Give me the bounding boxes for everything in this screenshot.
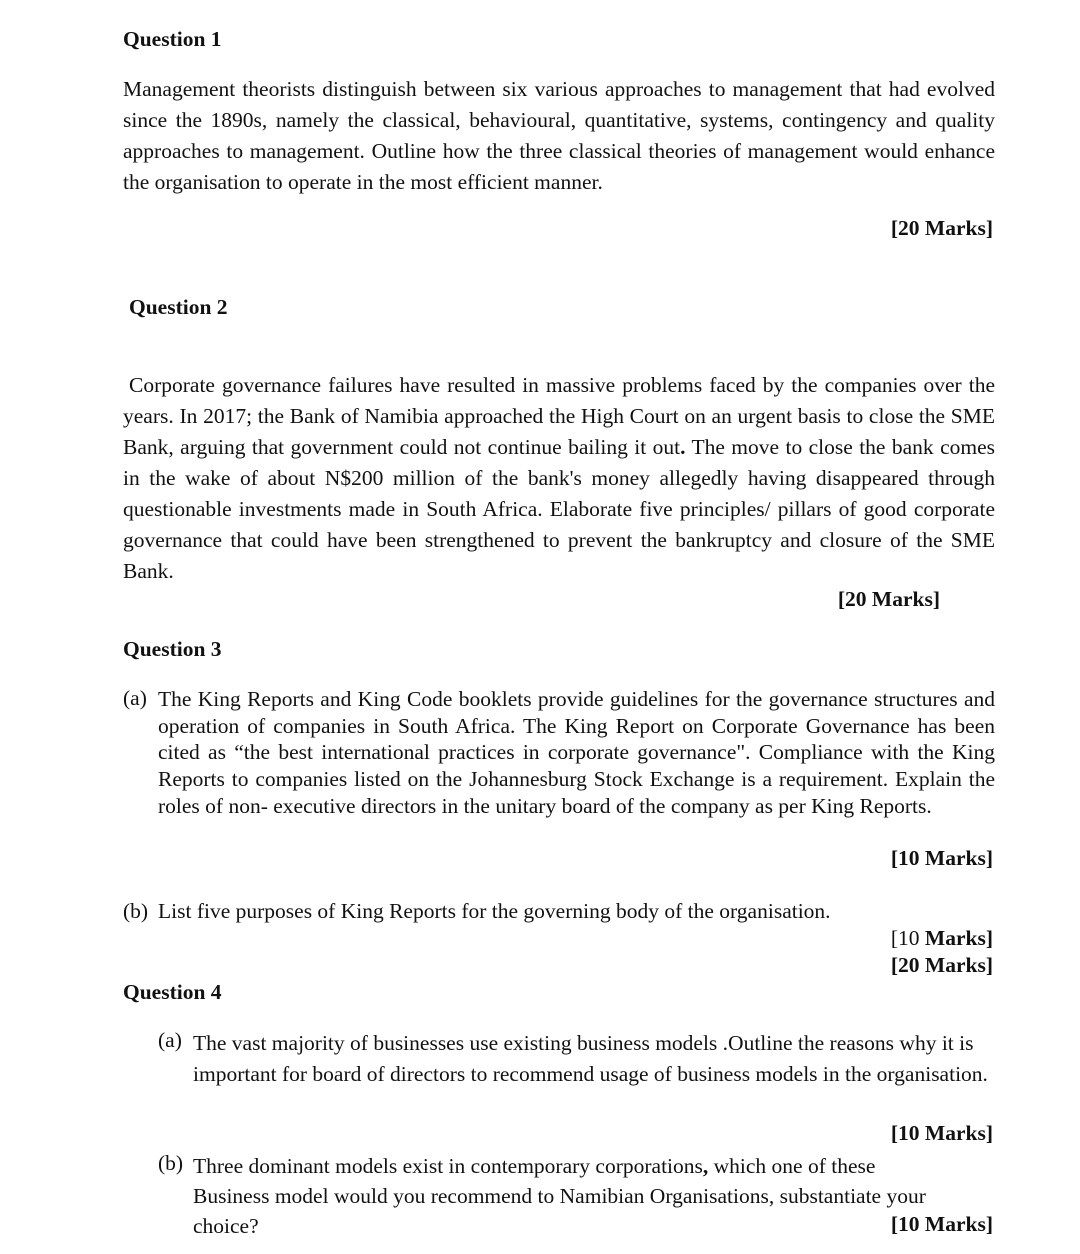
question-2-body-dot: . bbox=[680, 435, 686, 459]
question-2-body-start: Corporate governance failures have resulted in massive problems faced by the companies over the years. In 2017; the Bank of Namibia approached the High Court on an urgent basis to close the SME Bank, arguing that government could not continue bailing it out bbox=[123, 373, 995, 459]
question-2-marks: [20 Marks] bbox=[837, 587, 940, 611]
question-3a-marks: [10 Marks] bbox=[890, 846, 993, 870]
question-4-heading: Question 4 bbox=[123, 980, 222, 1004]
question-3b-marks bbox=[891, 926, 993, 951]
question-4a-marks: [10 Marks] bbox=[890, 1121, 993, 1145]
question-4b-line-1 bbox=[193, 1151, 995, 1181]
question-4a-text: The vast majority of businesses use existing business models .Outline the reasons why it is important for board of directors to recommend usage of business models in the organisation. bbox=[193, 1031, 988, 1086]
question-4b-text-1: Three dominant models exist in contemporary corporations bbox=[193, 1154, 703, 1178]
question-1-marks: [20 Marks] bbox=[890, 216, 993, 240]
question-1-body: Management theorists distinguish between six various approaches to management that had evolved since the 1890s, namely the classical, behavioural, quantitative, systems, contingency and quality approaches to management. Outline how the three classical theories of management would enhance the organisation to operate in the most efficient manner. bbox=[123, 77, 995, 194]
question-4a-label: (a) bbox=[158, 1028, 182, 1052]
question-4b-text bbox=[193, 1151, 995, 1241]
question-4b-text-2: which one of these bbox=[708, 1154, 876, 1178]
question-2-body-end: The move to close the bank comes in the wake of about N$200 million of the bank's money allegedly having disappeared through questionable investments made in South Africa. Elaborate five principles/ pillars of good corporate governance that could have been strengthened to prevent the bankruptcy and closure of the SME Bank. bbox=[123, 435, 996, 583]
question-2-body bbox=[123, 370, 995, 587]
question-3b bbox=[123, 899, 923, 924]
question-3b-text: List five purposes of King Reports for the governing body of the organisation. bbox=[158, 899, 831, 923]
question-3b-label: (b) bbox=[123, 899, 149, 923]
question-4b-marks: [10 Marks] bbox=[890, 1212, 993, 1236]
question-4b-line-3: choice? bbox=[193, 1214, 259, 1238]
question-3b-marks-prefix: [10 bbox=[890, 926, 925, 950]
question-4b-line-2: Business model would you recommend to Namibian Organisations, substantiate your bbox=[193, 1184, 926, 1208]
question-3a bbox=[123, 686, 995, 820]
question-4b-label: (b) bbox=[158, 1151, 184, 1175]
question-3a-label: (a) bbox=[123, 686, 147, 710]
question-3-heading: Question 3 bbox=[123, 637, 222, 661]
question-4a bbox=[158, 1028, 995, 1090]
question-1-heading: Question 1 bbox=[123, 27, 222, 51]
question-3a-text: The King Reports and King Code booklets provide guidelines for the governance structures and operation of companies in South Africa. The King Report on Corporate Governance has been cited as “the best international practices in corporate governance". Compliance with the King Reports to companies listed on the Johannesburg Stock Exchange is a requirement. Explain the roles of non- executive directors in the unitary board of the company as per King Reports. bbox=[158, 687, 995, 818]
question-3b-marks-word: Marks] bbox=[924, 926, 993, 950]
question-4b-comma: , bbox=[702, 1154, 709, 1178]
question-3-total-marks: [20 Marks] bbox=[890, 953, 993, 977]
question-2-heading: Question 2 bbox=[129, 295, 228, 319]
question-4b bbox=[158, 1151, 995, 1241]
